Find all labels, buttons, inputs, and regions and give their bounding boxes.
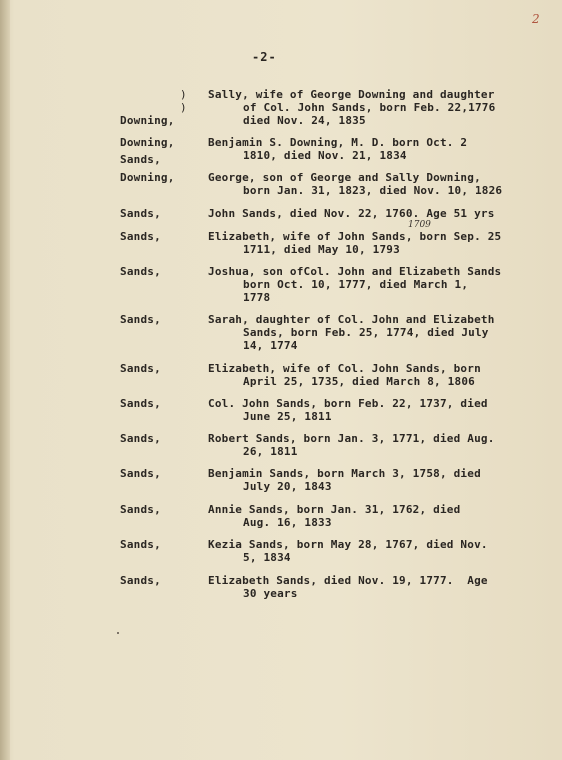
handwritten-correction: 1709 <box>408 220 431 230</box>
entry-text: Elizabeth, wife of Col. John Sands, born April 25, 1735, died March 8, 1806 <box>208 362 481 388</box>
surname: Sands, <box>120 574 161 587</box>
entry-text: John Sands, died Nov. 22, 1760. Age 51 yrs <box>208 207 495 220</box>
entry-text: George, son of George and Sally Downing, born Jan. 31, 1823, died Nov. 10, 1826 <box>208 171 503 197</box>
stray-mark <box>117 632 119 634</box>
entry-text: Benjamin Sands, born March 3, 1758, died July 20, 1843 <box>208 467 481 493</box>
entry-text: Kezia Sands, born May 28, 1767, died Nov. 5, 1834 <box>208 538 488 564</box>
binding-edge <box>0 0 10 760</box>
surname: Sands, <box>120 313 161 326</box>
surname: Sands, <box>120 467 161 480</box>
surname: Sands, <box>120 538 161 551</box>
surname: Sands, <box>120 265 161 278</box>
entry-text: Annie Sands, born Jan. 31, 1762, died Aug. 16, 1833 <box>208 503 461 529</box>
surname: Sands, <box>120 207 161 220</box>
surname: Sands, <box>120 432 161 445</box>
entry-text: Joshua, son ofCol. John and Elizabeth Sands born Oct. 10, 1777, died March 1, 1778 <box>208 265 502 304</box>
surname: Downing, <box>120 171 175 184</box>
entry-text: Sally, wife of George Downing and daughter of Col. John Sands, born Feb. 22,1776 died Nov. 24, 1835 <box>208 88 496 127</box>
surname: Downing, <box>120 136 175 149</box>
entry-text: Benjamin S. Downing, M. D. born Oct. 2 1810, died Nov. 21, 1834 <box>208 136 468 162</box>
surname: Sands, <box>120 503 161 516</box>
brace-mark: ) ) <box>180 88 187 114</box>
surname: Sands, <box>120 230 161 243</box>
entry-text: Elizabeth, wife of John Sands, born Sep. 25 1711, died May 10, 1793 <box>208 230 502 256</box>
corner-page-mark: 2 <box>532 12 540 26</box>
entry-text: Col. John Sands, born Feb. 22, 1737, died June 25, 1811 <box>208 397 488 423</box>
surname: Sands, <box>120 362 161 375</box>
entry-text: Sarah, daughter of Col. John and Elizabeth Sands, born Feb. 25, 1774, died July 14, 1774 <box>208 313 495 352</box>
entry-text: Robert Sands, born Jan. 3, 1771, died Aug. 26, 1811 <box>208 432 495 458</box>
page-number: -2- <box>252 50 277 64</box>
surname: Sands, <box>120 397 161 410</box>
entry-text: Elizabeth Sands, died Nov. 19, 1777. Age 30 years <box>208 574 488 600</box>
surname: Downing, Sands, <box>120 114 175 166</box>
